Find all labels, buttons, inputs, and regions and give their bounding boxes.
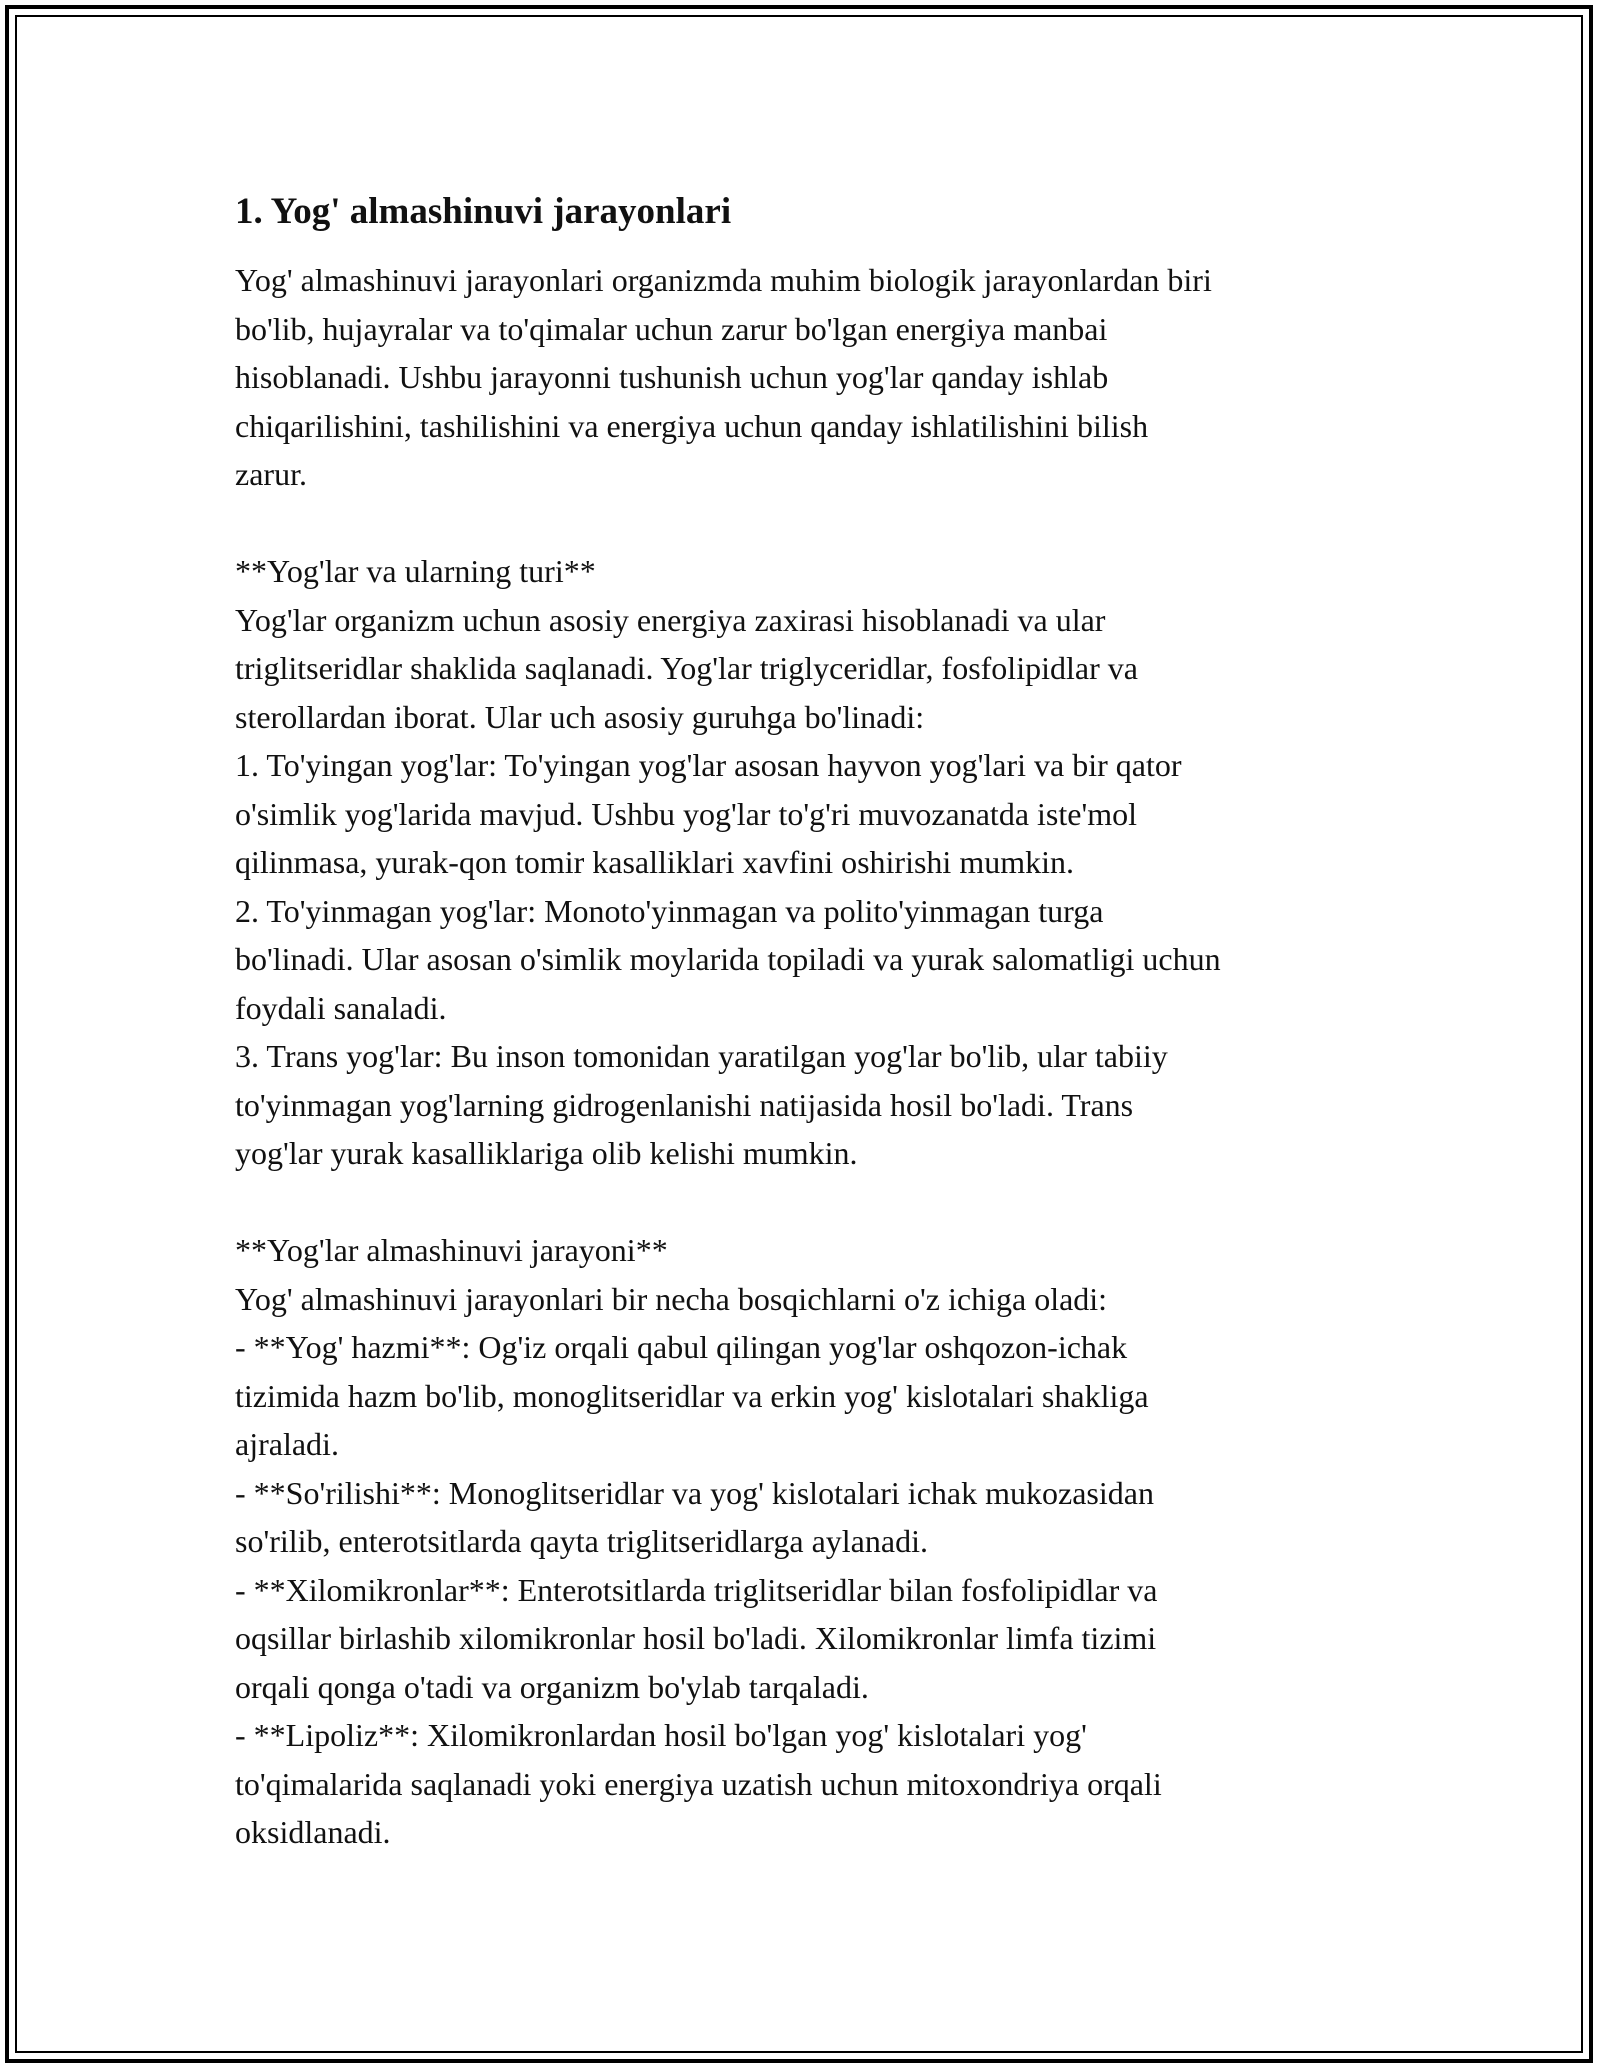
list-item-lipolysis: - **Lipoliz**: Xilomikronlardan hosil bo'lgan yog' kislotalari yog' to'qimalarida saqlanadi yoki energiya uzatish uchun mitoxondriya orqali oksidlanadi. (235, 1717, 1162, 1850)
paragraph-gap (235, 499, 1395, 548)
list-item-absorption: - **So'rilishi**: Monoglitseridlar va yog' kislotalari ichak mukozasidan so'rilib, enterotsitlarda qayta triglitseridlarga aylanadi. (235, 1474, 1154, 1559)
document-title: 1. Yog' almashinuvi jarayonlari (235, 191, 732, 232)
list-item-trans-fats: 3. Trans yog'lar: Bu inson tomonidan yaratilgan yog'lar bo'lib, ular tabiiy to'yinmagan yog'larning gidrogenlanishi natijasida hosil bo'ladi. Trans yog'lar yurak kasalliklariga olib kelishi mumkin. (235, 1038, 1168, 1171)
list-item-saturated-fats: 1. To'yingan yog'lar: To'yingan yog'lar asosan hayvon yog'lari va bir qator o'simlik yog'larida mavjud. Ushbu yog'lar to'g'ri muvozanatda iste'mol qilinmasa, yurak-qon tomir kasalliklari xavfini oshirishi mumkin. (235, 747, 1182, 880)
paragraph-gap (235, 1178, 1395, 1227)
section-body-fat-types: Yog'lar organizm uchun asosiy energiya zaxirasi hisoblanadi va ular triglitseridlar shaklida saqlanadi. Yog'lar triglyceridlar, fosfolipidlar va sterollardan iborat. Ular uch asosiy guruhga bo'linadi: (235, 601, 1138, 735)
intro-paragraph: Yog' almashinuvi jarayonlari organizmda muhim biologik jarayonlardan biri bo'lib, hujayralar va to'qimalar uchun zarur bo'lgan energiya manbai hisoblanadi. Ushbu jarayonni tushunish uchun yog'lar qanday ishlab chiqarilishini, tashilishini va energiya uchun qanday ishlatilishini bilish zarur. (235, 262, 1212, 492)
list-item-digestion: - **Yog' hazmi**: Og'iz orqali qabul qilingan yog'lar oshqozon-ichak tizimida hazm bo'lib, monoglitseridlar va erkin yog' kislotalari shakliga ajraladi. (235, 1329, 1149, 1462)
list-item-chylomicrons: - **Xilomikronlar**: Enterotsitlarda triglitseridlar bilan fosfolipidlar va oqsillar birlashib xilomikronlar hosil bo'ladi. Xilomikronlar limfa tizimi orqali qonga o'tadi va organizm bo'ylab tarqaladi. (235, 1571, 1158, 1705)
section-heading-fat-types: **Yog'lar va ularning turi** (235, 553, 596, 589)
section-heading-fat-metabolism: **Yog'lar almashinuvi jarayoni** (235, 1232, 668, 1268)
section-body-fat-metabolism: Yog' almashinuvi jarayonlari bir necha bosqichlarni o'z ichiga oladi: (235, 1280, 1108, 1317)
list-item-unsaturated-fats: 2. To'yinmagan yog'lar: Monoto'yinmagan va polito'yinmagan turga bo'linadi. Ular asosan o'simlik moylarida topiladi va yurak salomatligi uchun foydali sanaladi. (235, 892, 1221, 1026)
document-body (235, 186, 1395, 1857)
